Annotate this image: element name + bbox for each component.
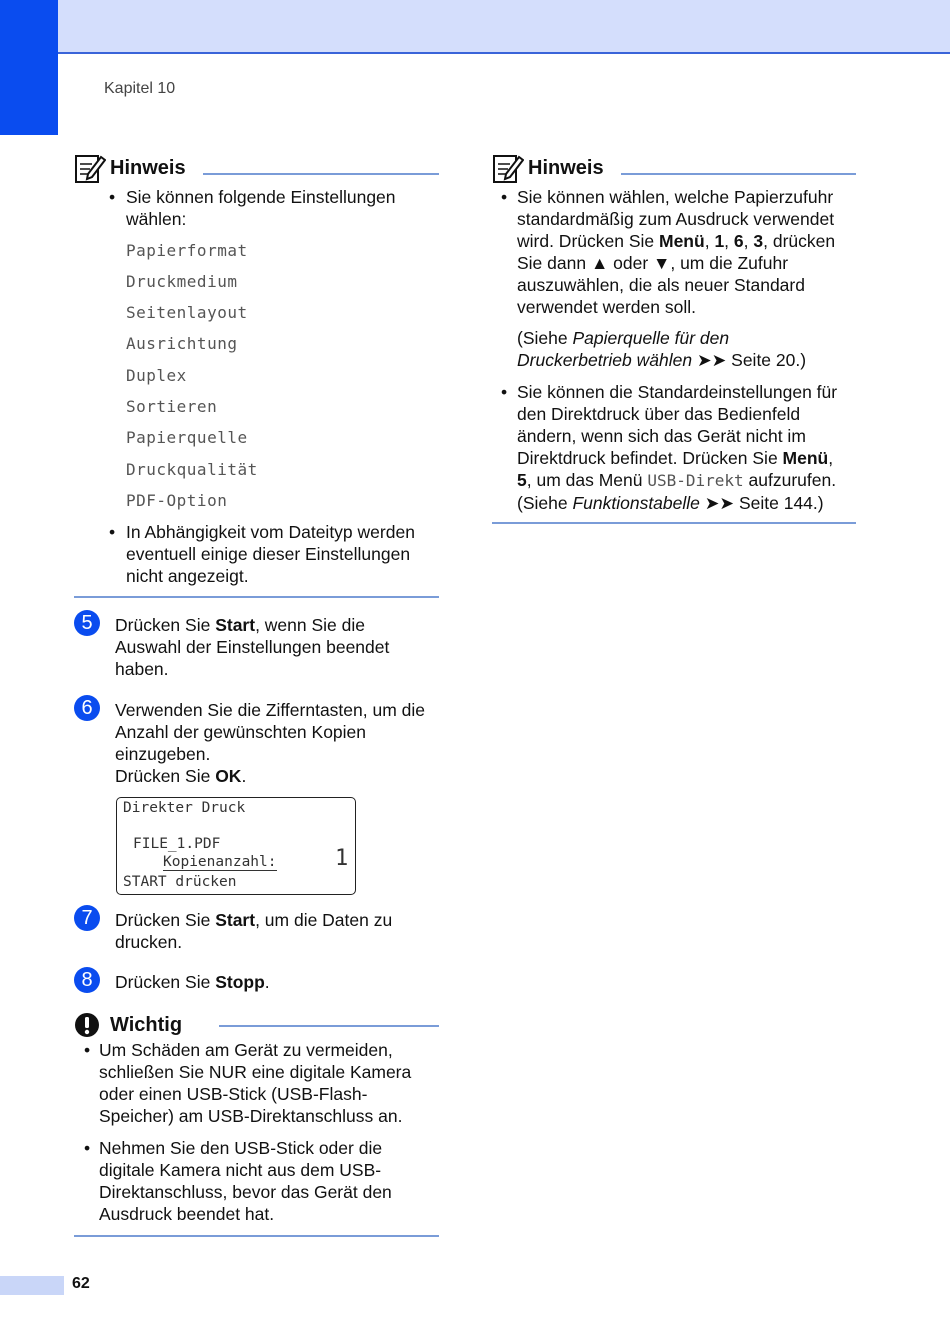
warning-exclamation-icon bbox=[74, 1012, 100, 1038]
left-note-bullet1: Sie können folgende Einstellungen wählen: bbox=[126, 187, 396, 229]
step-8-text: Drücken Sie Stopp. bbox=[115, 972, 270, 992]
important-bullet2: Nehmen Sie den USB-Stick oder die digitale Kamera nicht aus dem USB- Direktanschluss, bevor das Gerät den Ausdruck beendet hat. bbox=[99, 1138, 392, 1224]
step-6-marker: 6 bbox=[74, 695, 100, 721]
bullet-dot: • bbox=[501, 382, 508, 402]
note-pencil-icon bbox=[492, 152, 524, 184]
setting-item: Druckqualität bbox=[126, 460, 258, 479]
lcd-copy-value: 1 bbox=[335, 846, 349, 871]
lcd-line-1: Direkter Druck bbox=[123, 800, 246, 816]
left-note-title: Hinweis bbox=[110, 156, 186, 179]
important-bottom-rule bbox=[74, 1235, 439, 1237]
left-note-bottom-rule bbox=[74, 596, 439, 598]
setting-item: Sortieren bbox=[126, 397, 218, 416]
lcd-line-3: Kopienanzahl: bbox=[163, 854, 277, 870]
right-note-bottom-rule bbox=[492, 522, 856, 524]
important-title: Wichtig bbox=[110, 1013, 183, 1036]
left-note-header-line bbox=[203, 173, 439, 175]
step-7-marker: 7 bbox=[74, 905, 100, 931]
chapter-tab bbox=[0, 0, 58, 135]
step-5-marker: 5 bbox=[74, 610, 100, 636]
right-note-bullet1: Sie können wählen, welche Papierzufuhr standardmäßig zum Ausdruck verwendet wird. Drücken Sie Menü, 1, 6, 3, drücken Sie dann ▲ oder ▼, um die Zufuhr auszuwählen, die als neuer Standard verwendet werden soll. bbox=[517, 187, 836, 317]
bullet-dot: • bbox=[84, 1138, 91, 1158]
important-bullet1: Um Schäden am Gerät zu vermeiden, schließen Sie NUR eine digitale Kamera oder einen USB-Stick (USB-Flash- Speicher) am USB-Direktanschluss an. bbox=[99, 1040, 412, 1126]
chapter-label: Kapitel 10 bbox=[104, 80, 176, 97]
page-number: 62 bbox=[72, 1275, 90, 1292]
step-7-text: Drücken Sie Start, um die Daten zu drucken. bbox=[115, 910, 393, 952]
note-pencil-icon bbox=[74, 152, 106, 184]
bullet-dot: • bbox=[84, 1040, 91, 1060]
right-note-bullet2: Sie können die Standardeinstellungen für den Direktdruck über das Bedienfeld ändern, wenn sich das Gerät nicht im Direktdruck befindet. Drücken Sie Menü, 5, um das Menü USB-Direkt aufzurufen. (Siehe Funktionstabelle ➤➤ Seite 144.) bbox=[517, 382, 838, 513]
setting-item: PDF-Option bbox=[126, 491, 228, 510]
setting-item: Papierquelle bbox=[126, 428, 248, 447]
right-note-title: Hinweis bbox=[528, 156, 604, 179]
step-8-marker: 8 bbox=[74, 967, 100, 993]
bullet-dot: • bbox=[501, 187, 508, 207]
lcd-line-4: START drücken bbox=[123, 874, 237, 890]
setting-item: Duplex bbox=[126, 366, 187, 385]
left-note-header bbox=[74, 152, 186, 184]
left-note-bullet2: In Abhängigkeit vom Dateityp werden eventuell einige dieser Einstellungen nicht angezeigt. bbox=[126, 522, 415, 586]
setting-item: Seitenlayout bbox=[126, 303, 248, 322]
header-bar bbox=[0, 0, 950, 54]
lcd-display bbox=[116, 797, 356, 895]
important-header bbox=[74, 1012, 182, 1038]
setting-item: Ausrichtung bbox=[126, 334, 238, 353]
setting-item: Papierformat bbox=[126, 241, 248, 260]
step-5-text: Drücken Sie Start, wenn Sie die Auswahl der Einstellungen beendet haben. bbox=[115, 615, 390, 679]
lcd-line-2: FILE_1.PDF bbox=[133, 836, 221, 852]
bullet-dot: • bbox=[109, 187, 116, 207]
important-header-line bbox=[219, 1025, 439, 1027]
right-note-reference-1: (Siehe Papierquelle für den Druckerbetrieb wählen ➤➤ Seite 20.) bbox=[517, 328, 807, 370]
page-number-bar bbox=[0, 1276, 64, 1295]
right-note-header bbox=[492, 152, 604, 184]
step-6-text: Verwenden Sie die Zifferntasten, um die Anzahl der gewünschten Kopien einzugeben. Drücken Sie OK. bbox=[115, 700, 426, 786]
right-note-header-line bbox=[621, 173, 856, 175]
setting-item: Druckmedium bbox=[126, 272, 238, 291]
bullet-dot: • bbox=[109, 522, 116, 542]
